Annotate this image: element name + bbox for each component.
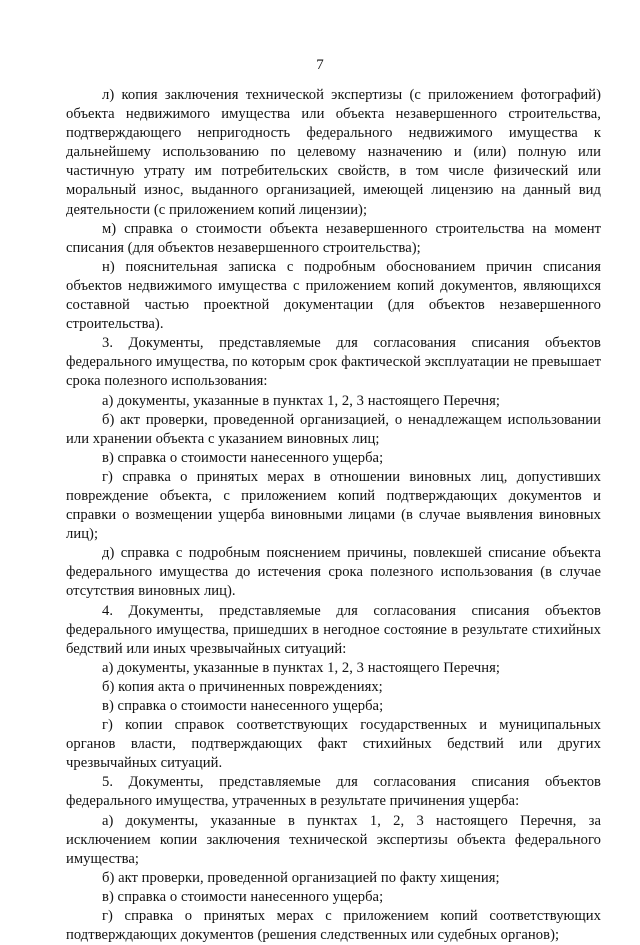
- paragraph-n-explanatory-note: н) пояснительная записка с подробным обоснованием причин списания объектов недвижимого имущества с приложением копий документов, являющихся составной частью проектной документации (для объектов незавершенного строительства).: [66, 258, 601, 333]
- section-3-item-v: в) справка о стоимости нанесенного ущерба;: [102, 449, 384, 466]
- section-5-item-v: в) справка о стоимости нанесенного ущерба;: [102, 888, 384, 905]
- section-4-item-v: в) справка о стоимости нанесенного ущерба;: [102, 698, 384, 714]
- section-5-item-g: г) справка о принятых мерах с приложением копий соответствующих подтверждающих документов (решения следственных или судебных органов);: [66, 908, 601, 944]
- page-number: 7: [316, 57, 324, 73]
- section-3-item-b: б) акт проверки, проведенной организацией, о ненадлежащем использовании или хранении объекта с указанием виновных лиц;: [66, 411, 601, 447]
- section-4-item-g: г) копии справок соответствующих государственных и муниципальных органов власти, подтверждающих факт стихийных бедствий или других чрезвычайных ситуаций.: [66, 717, 601, 772]
- section-3-item-g: г) справка о принятых мерах в отношении виновных лиц, допустивших повреждение объекта, с приложением копий подтверждающих документов и справки о возмещении ущерба виновными лицами (в случае выявления виновных лиц);: [66, 468, 601, 543]
- document-body: [66, 86, 601, 945]
- section-3-item-d: д) справка с подробным пояснением причины, повлекшей списание объекта федерального имущества до истечения срока полезного использования (в случае отсутствия виновных лиц).: [66, 545, 601, 600]
- section-4-heading: 4. Документы, представляемые для согласования списания объектов федерального имущества, пришедших в негодное состояние в результате стихийных бедствий или иных чрезвычайных ситуаций:: [66, 602, 601, 657]
- section-5-item-a: а) документы, указанные в пунктах 1, 2, 3 настоящего Перечня, за исключением копии заключения технической экспертизы объекта федерального имущества;: [66, 812, 601, 867]
- section-5-heading: 5. Документы, представляемые для согласования списания объектов федерального имущества, утраченных в результате причинения ущерба:: [66, 774, 601, 810]
- section-4-item-a: а) документы, указанные в пунктах 1, 2, 3 настоящего Перечня;: [102, 659, 500, 676]
- section-5-item-b: б) акт проверки, проведенной организацией по факту хищения;: [102, 869, 500, 886]
- paragraph-m-construction-cost: м) справка о стоимости объекта незавершенного строительства на момент списания (для объектов незавершенного строительства);: [66, 220, 601, 256]
- section-3-item-a: а) документы, указанные в пунктах 1, 2, 3 настоящего Перечня;: [102, 392, 500, 409]
- section-3-heading: 3. Документы, представляемые для согласования списания объектов федерального имущества, по которым срок фактической эксплуатации не превышает срока полезного использования:: [66, 335, 601, 390]
- section-4-item-b: б) копия акта о причиненных повреждениях;: [102, 678, 383, 695]
- paragraph-l-technical-expertise: л) копия заключения технической экспертизы (с приложением фотографий) объекта недвижимого имущества или объекта незавершенного строительства, подтверждающего непригодность федерального недвижимого имущества к дальнейшему использованию по целевому назначению и (или) полную или частичную утрату им потребительских свойств, в том числе физический или моральный износ, выданного организацией, имеющей лицензию на данный вид деятельности (с приложением копий лицензии);: [66, 87, 601, 218]
